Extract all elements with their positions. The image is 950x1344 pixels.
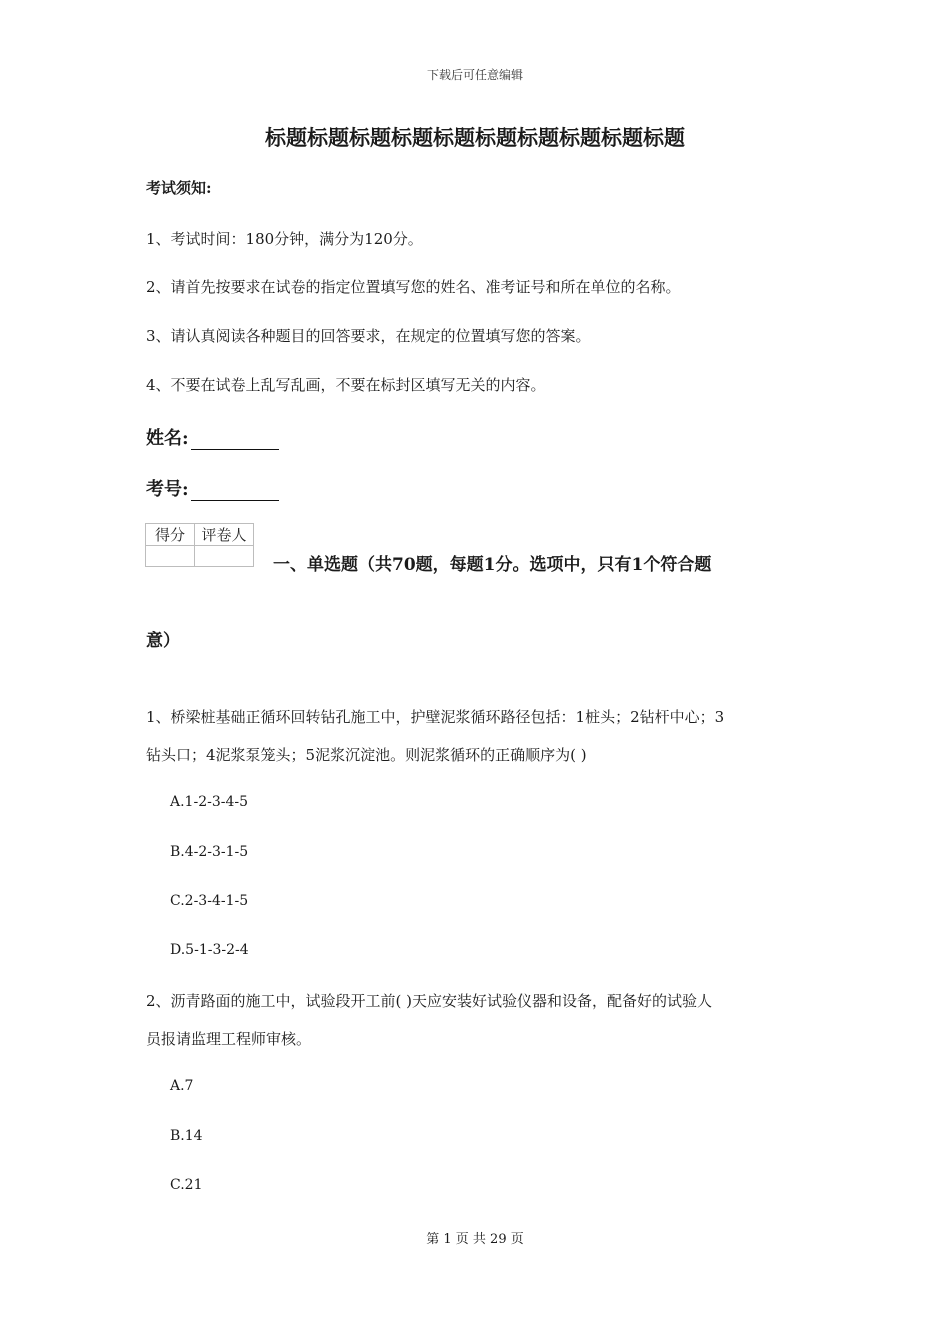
- notice-rule: 4、不要在试卷上乱写乱画，不要在标封区填写无关的内容。: [146, 376, 546, 394]
- exam-number-field[interactable]: [146, 475, 279, 501]
- name-label: 姓名:: [146, 428, 189, 449]
- grader-cell[interactable]: [195, 546, 254, 567]
- grader-header: 评卷人: [195, 524, 254, 546]
- answer-option: B.14: [170, 1128, 203, 1144]
- notice-rule: 3、请认真阅读各种题目的回答要求，在规定的位置填写您的答案。: [146, 327, 591, 345]
- answer-option: A.7: [170, 1078, 194, 1094]
- score-cell[interactable]: [146, 546, 195, 567]
- answer-option: A.1-2-3-4-5: [170, 794, 249, 810]
- notice-rule: 1、考试时间：180分钟，满分为120分。: [146, 230, 423, 248]
- question-text: 钻头口；4泥浆泵笼头；5泥浆沉淀池。则泥浆循环的正确顺序为( ): [146, 746, 587, 764]
- score-header: 得分: [146, 524, 195, 546]
- section-heading-continued: 意）: [146, 631, 180, 651]
- question-text: 2、沥青路面的施工中，试验段开工前( )天应安装好试验仪器和设备，配备好的试验人: [146, 992, 713, 1010]
- answer-option: B.4-2-3-1-5: [170, 844, 249, 860]
- page-title: 标题标题标题标题标题标题标题标题标题标题: [265, 125, 685, 150]
- exam-number-blank-line[interactable]: [191, 482, 279, 501]
- section-heading: 一、单选题（共70题，每题1分。选项中，只有1个符合题: [273, 555, 712, 575]
- question-text: 1、桥梁桩基础正循环回转钻孔施工中，护壁泥浆循环路径包括：1桩头；2钻杆中心；3: [146, 708, 725, 726]
- name-field[interactable]: [146, 424, 279, 450]
- notice-title: 考试须知:: [146, 179, 212, 197]
- name-blank-line[interactable]: [191, 431, 279, 450]
- header-note: 下载后可任意编辑: [426, 68, 523, 82]
- answer-option: C.2-3-4-1-5: [170, 893, 249, 909]
- exam-number-label: 考号:: [146, 479, 189, 500]
- page-footer: 第 1 页 共 29 页: [426, 1232, 524, 1247]
- notice-rule: 2、请首先按要求在试卷的指定位置填写您的姓名、准考证号和所在单位的名称。: [146, 278, 681, 296]
- answer-option: D.5-1-3-2-4: [170, 942, 249, 958]
- score-table: [145, 523, 254, 567]
- question-text: 员报请监理工程师审核。: [146, 1030, 312, 1048]
- answer-option: C.21: [170, 1177, 203, 1193]
